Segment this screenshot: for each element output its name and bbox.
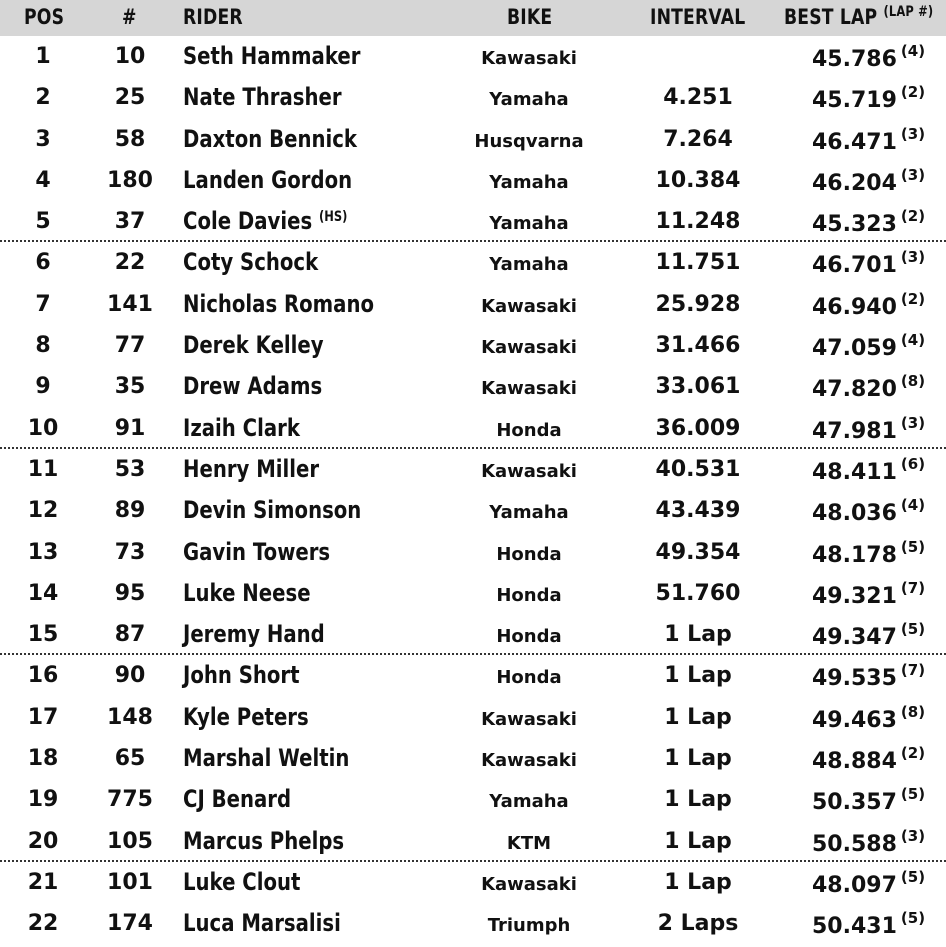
interval-cell: 4.251 (663, 85, 733, 111)
position-cell: 7 (35, 291, 51, 317)
header-rider: RIDER (183, 5, 243, 29)
best-lap-time: 46.940 (812, 294, 897, 320)
table-row (0, 862, 946, 903)
bike-cell: Yamaha (489, 502, 569, 524)
best-lap-number: (4) (900, 331, 926, 350)
table-row (0, 408, 946, 449)
table-row (0, 77, 946, 118)
rider-name-cell (183, 490, 361, 531)
rider-number-cell: 58 (114, 126, 146, 152)
rider-number-cell: 10 (114, 44, 146, 69)
best-lap-time: 46.471 (812, 129, 897, 155)
best-lap-time: 49.347 (812, 625, 897, 651)
best-lap-cell (812, 201, 925, 245)
rider-name: Marcus Phelps (183, 826, 345, 855)
interval-cell: 1 Lap (664, 746, 732, 772)
best-lap-number: (5) (900, 537, 926, 556)
best-lap-time: 50.588 (812, 831, 897, 857)
bike-cell: Yamaha (489, 254, 569, 276)
rider-number-cell: 91 (114, 415, 146, 441)
rider-name: Landen Gordon (183, 165, 353, 194)
rider-name: Marshal Weltin (183, 744, 350, 773)
position-cell: 13 (27, 539, 59, 565)
interval-cell: 10.384 (655, 167, 741, 193)
rider-name: Derek Kelley (183, 331, 324, 360)
best-lap-number: (3) (900, 165, 926, 184)
table-row (0, 366, 946, 407)
table-row (0, 903, 946, 944)
bike-cell: Yamaha (489, 791, 569, 813)
table-row (0, 242, 946, 283)
interval-cell: 1 Lap (664, 787, 732, 813)
rider-name-cell (183, 903, 341, 944)
interval-cell: 2 Laps (657, 911, 739, 937)
rider-name-cell (183, 738, 349, 779)
best-lap-number: (3) (900, 826, 926, 845)
best-lap-number: (5) (900, 620, 926, 639)
interval-cell: 51.760 (655, 580, 741, 606)
rider-number-cell: 95 (114, 580, 146, 606)
best-lap-number: (2) (900, 83, 926, 102)
bike-cell: Kawasaki (481, 337, 577, 359)
rider-name: Luke Clout (183, 867, 301, 896)
bike-cell: Honda (496, 667, 562, 689)
rider-number-cell: 775 (107, 787, 153, 813)
best-lap-cell (812, 697, 925, 741)
rider-number-cell: 148 (107, 704, 153, 730)
rider-number-cell: 87 (114, 622, 146, 648)
best-lap-number: (2) (900, 207, 926, 226)
rider-name-cell (183, 366, 322, 407)
best-lap-cell (812, 903, 925, 947)
best-lap-number: (3) (900, 413, 926, 432)
rider-name-cell (183, 532, 330, 573)
header-interval: INTERVAL (650, 5, 746, 29)
interval-cell: 49.354 (655, 539, 741, 565)
best-lap-cell (812, 655, 925, 699)
best-lap-cell (812, 532, 925, 576)
rider-number-cell: 22 (114, 250, 146, 276)
position-cell: 3 (35, 126, 51, 152)
interval-cell: 1 Lap (664, 704, 732, 730)
interval-cell: 1 Lap (664, 622, 732, 648)
best-lap-time: 45.719 (812, 88, 897, 114)
interval-cell: 1 Lap (664, 869, 732, 895)
position-cell: 10 (27, 415, 59, 441)
rider-name-cell (183, 614, 325, 655)
rider-name-cell (183, 119, 357, 160)
table-row (0, 614, 946, 655)
interval-cell: 36.009 (655, 415, 741, 441)
best-lap-cell (812, 284, 925, 328)
rider-name-cell (183, 160, 352, 201)
bike-cell: Honda (496, 419, 562, 441)
rider-number-cell: 77 (114, 333, 146, 359)
rider-name-cell (183, 821, 344, 862)
rider-name-cell (183, 242, 318, 283)
position-cell: 8 (35, 333, 51, 359)
rider-name-cell (183, 573, 311, 614)
rider-name: Drew Adams (183, 372, 323, 401)
rider-name-cell (183, 36, 360, 77)
table-row (0, 821, 946, 862)
rider-number-cell: 65 (114, 746, 146, 772)
rider-name: Daxton Bennick (183, 124, 357, 153)
best-lap-time: 49.321 (812, 583, 897, 609)
best-lap-number: (3) (900, 248, 926, 267)
rider-name: Devin Simonson (183, 496, 362, 525)
position-cell: 15 (27, 622, 59, 648)
best-lap-cell (812, 36, 925, 80)
best-lap-number: (8) (900, 372, 926, 391)
rider-name: Luca Marsalisi (183, 909, 341, 938)
best-lap-time: 47.059 (812, 336, 897, 362)
bike-cell: Kawasaki (481, 48, 577, 69)
position-cell: 14 (27, 580, 59, 606)
position-cell: 1 (35, 44, 51, 69)
best-lap-number: (6) (900, 454, 926, 473)
rider-name-cell (183, 408, 300, 449)
rider-name-cell (183, 779, 291, 820)
rider-number-cell: 174 (107, 911, 153, 937)
best-lap-cell (812, 242, 925, 286)
position-cell: 16 (27, 663, 59, 689)
best-lap-cell (812, 366, 925, 410)
bike-cell: Triumph (487, 915, 571, 937)
table-row (0, 325, 946, 366)
rider-name-cell (183, 201, 347, 242)
rider-number-cell: 73 (114, 539, 146, 565)
best-lap-cell (812, 862, 925, 906)
rider-tag: (HS) (319, 209, 348, 226)
rider-name: John Short (183, 661, 300, 690)
interval-cell: 11.751 (655, 250, 741, 276)
position-cell: 20 (27, 828, 59, 854)
table-row (0, 36, 946, 77)
best-lap-time: 46.701 (812, 253, 897, 279)
bike-cell: Honda (496, 626, 562, 648)
best-lap-cell (812, 573, 925, 617)
interval-cell: 25.928 (655, 291, 741, 317)
table-row (0, 738, 946, 779)
best-lap-cell (812, 779, 925, 823)
best-lap-time: 48.884 (812, 749, 897, 775)
best-lap-cell (812, 738, 925, 782)
best-lap-time: 47.981 (812, 418, 897, 444)
best-lap-number: (2) (900, 744, 926, 763)
table-row (0, 119, 946, 160)
interval-cell: 11.248 (655, 209, 741, 235)
rider-number-cell: 53 (114, 456, 146, 482)
bike-cell: Kawasaki (481, 460, 577, 482)
rider-name-cell (183, 697, 309, 738)
best-lap-cell (812, 408, 925, 452)
interval-cell: 33.061 (655, 374, 741, 400)
interval-cell: 40.531 (655, 456, 741, 482)
best-lap-time: 48.178 (812, 542, 897, 568)
best-lap-cell (812, 77, 925, 121)
rider-number-cell: 141 (107, 291, 153, 317)
interval-cell: 1 Lap (664, 828, 732, 854)
header-pos: POS (24, 5, 65, 29)
best-lap-cell (812, 821, 925, 865)
best-lap-number: (4) (900, 496, 926, 515)
best-lap-number: (5) (900, 909, 926, 928)
table-row (0, 779, 946, 820)
rider-name-cell (183, 77, 342, 118)
header-number: # (122, 5, 137, 29)
best-lap-time: 46.204 (812, 170, 897, 196)
table-row (0, 655, 946, 696)
header-best-lap (784, 0, 933, 34)
table-row (0, 284, 946, 325)
best-lap-number: (7) (900, 661, 926, 680)
rider-name: Luke Neese (183, 578, 311, 607)
best-lap-number: (7) (900, 578, 926, 597)
interval-cell: 7.264 (663, 126, 733, 152)
bike-cell: Kawasaki (481, 708, 577, 730)
rider-name-cell (183, 449, 319, 490)
position-cell: 4 (35, 167, 51, 193)
rider-name: Gavin Towers (183, 537, 331, 566)
rider-name: Nate Thrasher (183, 83, 342, 112)
rider-name-cell (183, 325, 324, 366)
best-lap-number: (5) (900, 867, 926, 886)
best-lap-time: 50.431 (812, 914, 897, 940)
table-row (0, 201, 946, 242)
rider-name: Jeremy Hand (183, 620, 325, 649)
header-bike: BIKE (507, 5, 553, 29)
table-body (0, 36, 946, 945)
rider-name: Izaih Clark (183, 413, 300, 442)
position-cell: 19 (27, 787, 59, 813)
table-row (0, 573, 946, 614)
table-row (0, 449, 946, 490)
rider-name: Coty Schock (183, 248, 319, 277)
rider-number-cell: 101 (107, 869, 153, 895)
best-lap-number: (4) (900, 42, 926, 60)
rider-number-cell: 25 (114, 85, 146, 111)
rider-name: Cole Davies (183, 207, 313, 236)
best-lap-time: 45.786 (812, 47, 897, 72)
table-row (0, 532, 946, 573)
rider-name: Henry Miller (183, 454, 320, 483)
best-lap-cell (812, 614, 925, 658)
rider-number-cell: 89 (114, 498, 146, 524)
rider-number-cell: 180 (107, 167, 153, 193)
position-cell: 9 (35, 374, 51, 400)
best-lap-cell (812, 119, 925, 163)
rider-name: Nicholas Romano (183, 289, 374, 318)
best-lap-time: 47.820 (812, 377, 897, 403)
rider-name: CJ Benard (183, 785, 292, 814)
interval-cell: 1 Lap (664, 663, 732, 689)
bike-cell: Kawasaki (481, 378, 577, 400)
bike-cell: Husqvarna (474, 130, 584, 152)
bike-cell: Yamaha (489, 213, 569, 235)
position-cell: 12 (27, 498, 59, 524)
interval-cell: 31.466 (655, 333, 741, 359)
best-lap-time: 49.535 (812, 666, 897, 692)
position-cell: 6 (35, 250, 51, 276)
best-lap-number: (3) (900, 124, 926, 143)
best-lap-time: 50.357 (812, 790, 897, 816)
table-row (0, 160, 946, 201)
best-lap-time: 48.036 (812, 501, 897, 527)
position-cell: 21 (27, 869, 59, 895)
table-header (0, 0, 946, 36)
rider-name: Kyle Peters (183, 702, 309, 731)
bike-cell: KTM (506, 832, 552, 854)
bike-cell: Yamaha (489, 171, 569, 193)
rider-name-cell (183, 284, 374, 325)
header-best-lap-label: BEST LAP (784, 5, 878, 29)
rider-number-cell: 35 (114, 374, 146, 400)
position-cell: 5 (35, 209, 51, 235)
table-row (0, 697, 946, 738)
rider-name: Seth Hammaker (183, 42, 361, 70)
rider-number-cell: 105 (107, 828, 153, 854)
bike-cell: Honda (496, 584, 562, 606)
position-cell: 17 (27, 704, 59, 730)
best-lap-cell (812, 325, 925, 369)
bike-cell: Kawasaki (481, 295, 577, 317)
best-lap-cell (812, 449, 925, 493)
position-cell: 18 (27, 746, 59, 772)
rider-name-cell (183, 862, 300, 903)
best-lap-number: (8) (900, 702, 926, 721)
best-lap-number: (5) (900, 785, 926, 804)
best-lap-cell (812, 160, 925, 204)
position-cell: 11 (27, 456, 59, 482)
rider-number-cell: 90 (114, 663, 146, 689)
rider-number-cell: 37 (114, 209, 146, 235)
best-lap-time: 45.323 (812, 212, 897, 238)
table-row (0, 490, 946, 531)
interval-cell: 43.439 (655, 498, 741, 524)
best-lap-time: 48.097 (812, 872, 897, 898)
bike-cell: Yamaha (489, 89, 569, 111)
best-lap-cell (812, 490, 925, 534)
best-lap-time: 49.463 (812, 707, 897, 733)
position-cell: 22 (27, 911, 59, 937)
bike-cell: Kawasaki (481, 873, 577, 895)
header-best-lap-sup: (LAP #) (883, 4, 934, 20)
rider-name-cell (183, 655, 300, 696)
bike-cell: Honda (496, 543, 562, 565)
bike-cell: Kawasaki (481, 750, 577, 772)
position-cell: 2 (35, 85, 51, 111)
best-lap-time: 48.411 (812, 459, 897, 485)
best-lap-number: (2) (900, 289, 926, 308)
